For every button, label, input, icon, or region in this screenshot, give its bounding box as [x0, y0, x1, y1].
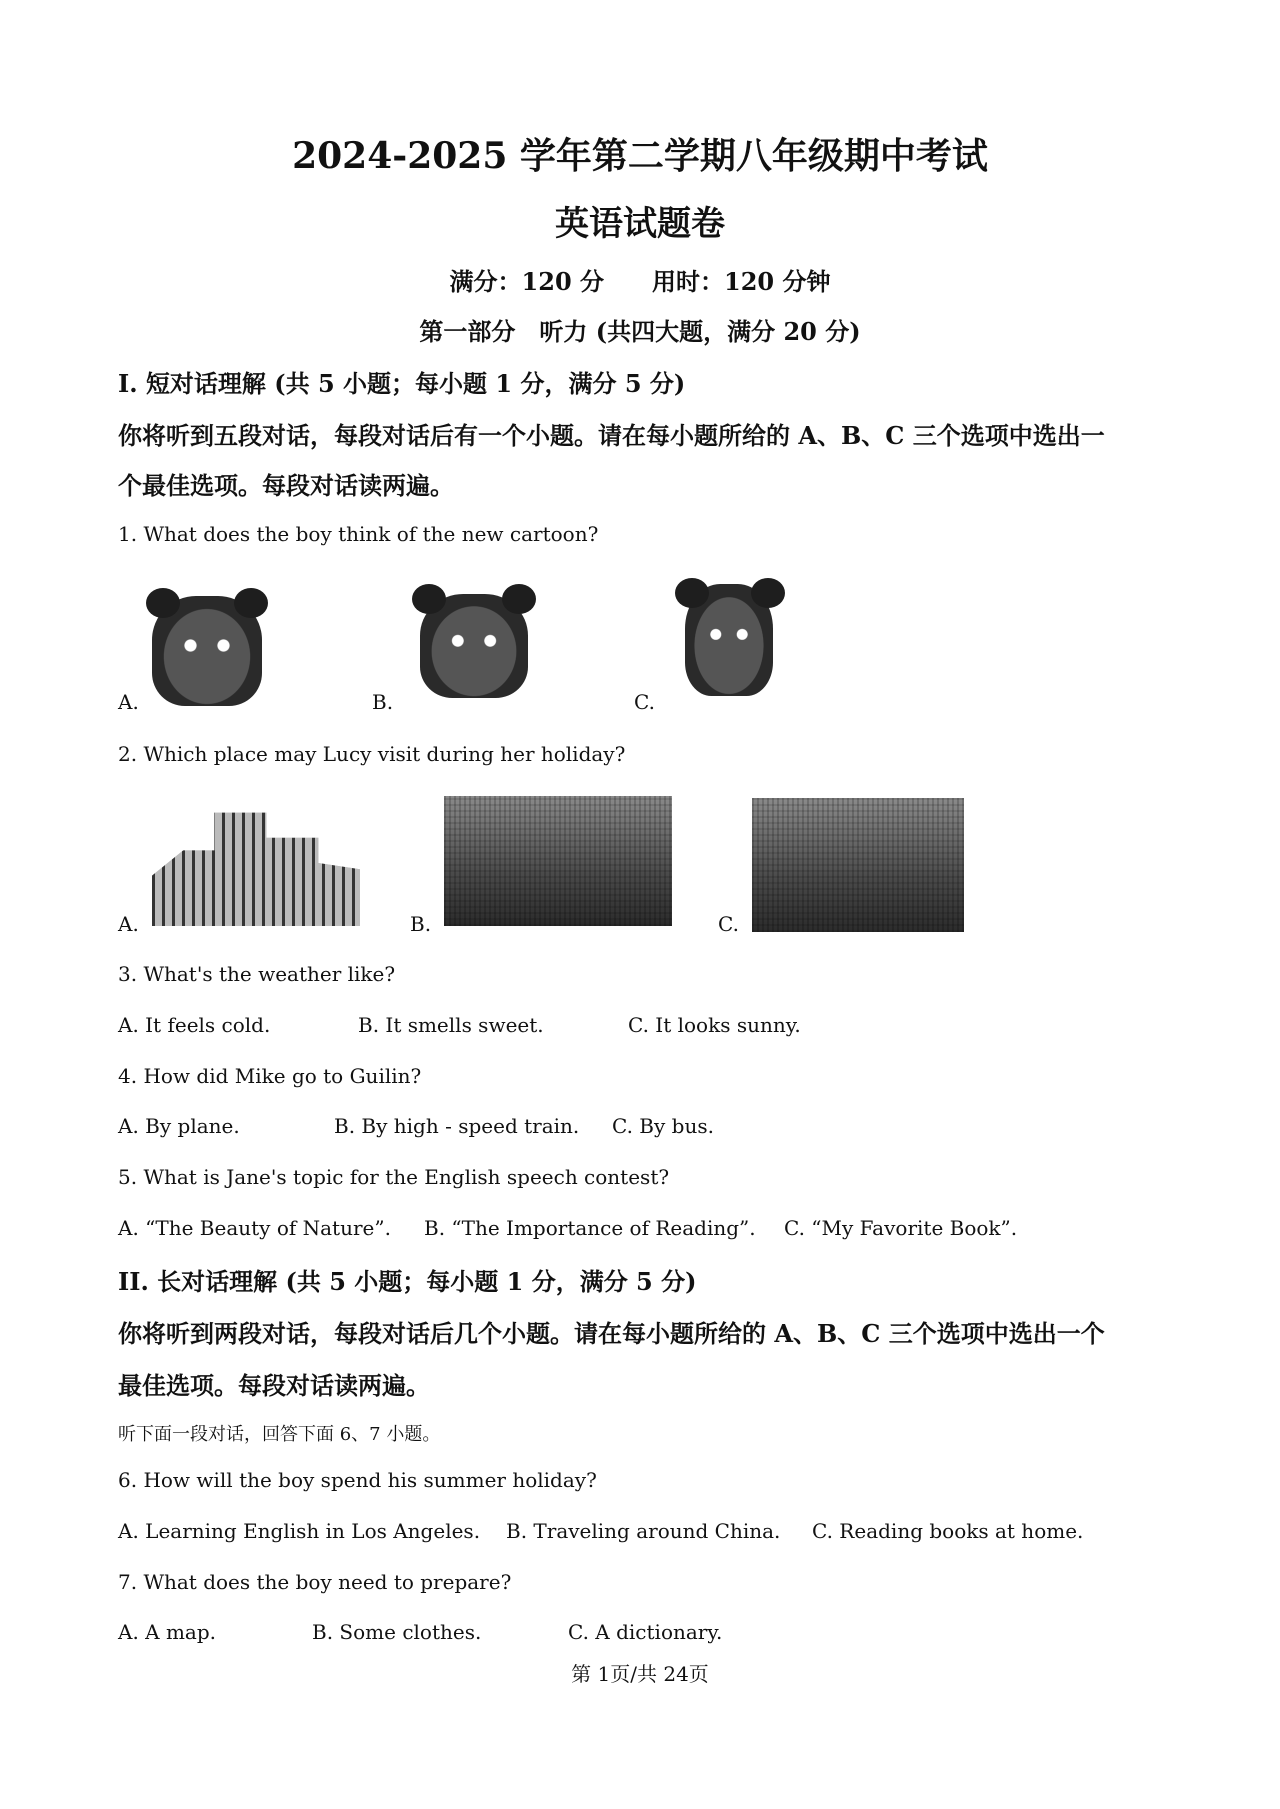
q3-option-b: B. It smells sweet. [358, 1013, 544, 1037]
section2-heading: II. 长对话理解 (共 5 小题；每小题 1 分，满分 5 分) [118, 1267, 697, 1296]
section2-note: 听下面一段对话，回答下面 6、7 小题。 [118, 1424, 441, 1445]
question-6: 6. How will the boy spend his summer holiday? [118, 1468, 597, 1492]
question-1: 1. What does the boy think of the new cartoon? [118, 522, 599, 546]
q5-option-b: B. “The Importance of Reading”. [424, 1216, 756, 1240]
section2-instruction-line2: 最佳选项。每段对话读两遍。 [118, 1371, 430, 1400]
section1-instruction-line1: 你将听到五段对话，每段对话后有一个小题。请在每小题所给的 A、B、C 三个选项中选出一 [118, 421, 1105, 450]
building-picture-a [152, 800, 360, 926]
question-3: 3. What's the weather like? [118, 962, 396, 986]
q5-option-c: C. “My Favorite Book”. [784, 1216, 1018, 1240]
section1-heading: I. 短对话理解 (共 5 小题；每小题 1 分，满分 5 分) [118, 369, 686, 398]
question-5: 5. What is Jane's topic for the English speech contest? [118, 1165, 670, 1189]
page-number: 第 1页/共 24页 [571, 1662, 709, 1686]
score-time-line: 满分：120 分 用时：120 分钟 [449, 267, 831, 296]
q1-option-c: C. [634, 690, 655, 714]
q3-option-c: C. It looks sunny. [628, 1013, 801, 1037]
q7-option-b: B. Some clothes. [312, 1620, 482, 1644]
q7-option-c: C. A dictionary. [568, 1620, 723, 1644]
q2-option-c: C. [718, 912, 739, 936]
q2-option-b: B. [410, 912, 432, 936]
question-7: 7. What does the boy need to prepare? [118, 1570, 512, 1594]
exam-subtitle: 英语试题卷 [555, 204, 725, 244]
q6-option-b: B. Traveling around China. [506, 1519, 781, 1543]
q6-option-c: C. Reading books at home. [812, 1519, 1084, 1543]
cartoon-face-picture-c [685, 584, 773, 696]
exam-title: 2024-2025 学年第二学期八年级期中考试 [292, 135, 988, 177]
question-2: 2. Which place may Lucy visit during her holiday? [118, 742, 626, 766]
q4-option-c: C. By bus. [612, 1114, 714, 1138]
q3-option-a: A. It feels cold. [118, 1013, 271, 1037]
q5-option-a: A. “The Beauty of Nature”. [118, 1216, 391, 1240]
q4-option-a: A. By plane. [118, 1114, 240, 1138]
q1-option-b: B. [372, 690, 394, 714]
q7-option-a: A. A map. [118, 1620, 217, 1644]
cartoon-face-picture-a [152, 596, 262, 706]
landscape-picture-b [444, 796, 672, 926]
section1-instruction-line2: 个最佳选项。每段对话读两遍。 [118, 471, 454, 500]
q2-option-a: A. [118, 912, 139, 936]
question-4: 4. How did Mike go to Guilin? [118, 1064, 422, 1088]
q6-option-a: A. Learning English in Los Angeles. [118, 1519, 481, 1543]
q4-option-b: B. By high - speed train. [334, 1114, 580, 1138]
landscape-picture-c [752, 798, 964, 932]
cartoon-face-picture-b [420, 594, 528, 698]
section2-instruction-line1: 你将听到两段对话，每段对话后几个小题。请在每小题所给的 A、B、C 三个选项中选出一个 [118, 1319, 1105, 1348]
part-heading: 第一部分 听力 (共四大题，满分 20 分) [419, 317, 861, 346]
q1-option-a: A. [118, 690, 139, 714]
